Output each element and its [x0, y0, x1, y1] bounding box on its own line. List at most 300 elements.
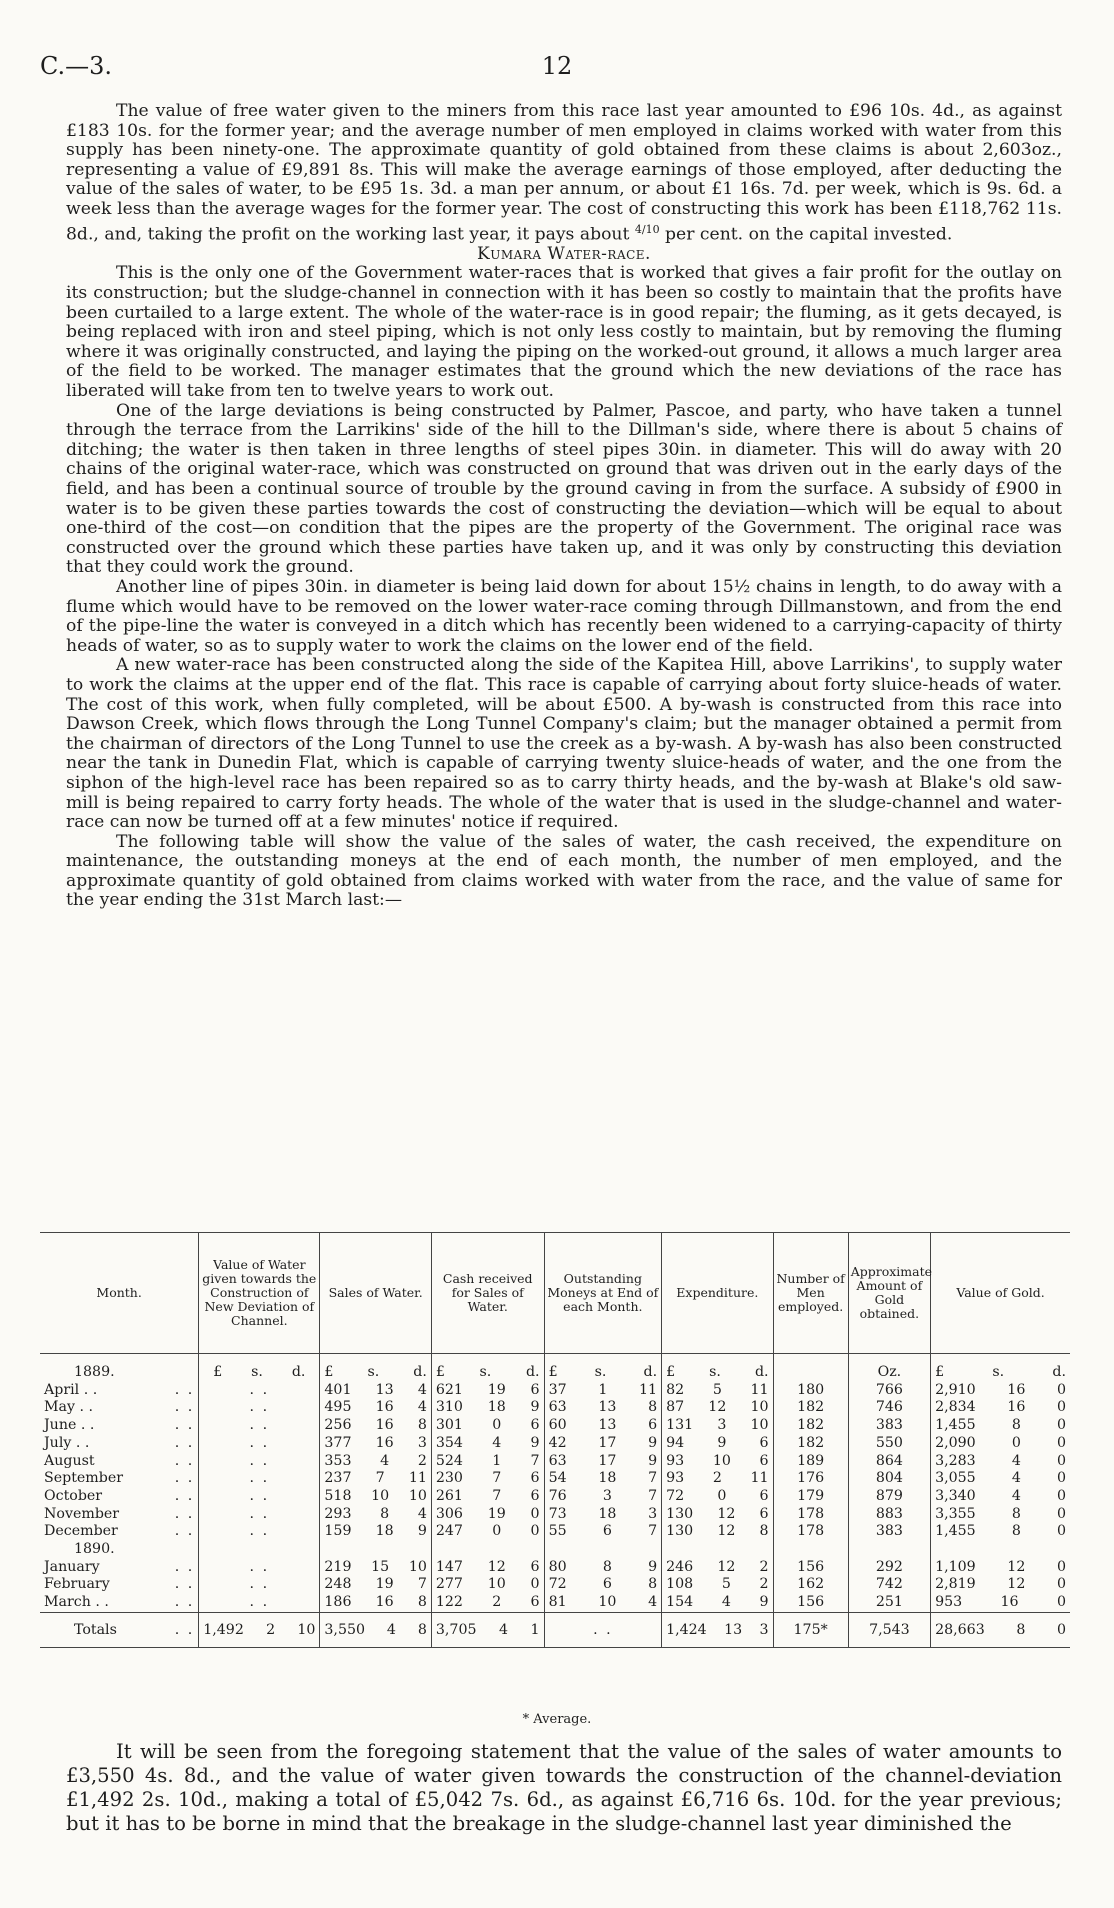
outstanding-pence: 9	[648, 1558, 658, 1575]
gold-oz-cell: 879	[848, 1488, 930, 1506]
gold-value-shillings: 4	[1011, 1487, 1021, 1504]
cash-cell	[431, 1576, 544, 1594]
outstanding-pence: 7	[648, 1470, 658, 1487]
cash-cell	[431, 1435, 544, 1453]
expenditure-cell	[662, 1399, 773, 1417]
gold-value-shillings: 16	[1007, 1399, 1026, 1416]
outstanding-shillings: 1	[598, 1381, 608, 1398]
total-deviation-cell	[199, 1612, 320, 1647]
table-row: September . . . . 237 7 11 230 7 6 54 18 7 93 2 11 176 804 3,055 4 0	[40, 1470, 1070, 1488]
men-cell: 182	[773, 1417, 848, 1435]
gold-oz-cell: 550	[848, 1435, 930, 1453]
gold-value-shillings: 8	[1011, 1417, 1021, 1434]
outstanding-cell	[544, 1382, 662, 1400]
expenditure-cell	[662, 1470, 773, 1488]
gold-value-cell	[931, 1523, 1070, 1541]
outstanding-cell	[544, 1435, 662, 1453]
gold-value-shillings: 4	[1011, 1470, 1021, 1487]
fraction: 4/10	[634, 222, 660, 236]
cash-shillings: 18	[487, 1399, 506, 1416]
table-year-row	[40, 1541, 1070, 1559]
gold-value-pence: 0	[1056, 1523, 1066, 1540]
sales-pounds: 219	[324, 1558, 352, 1575]
total-expenditure-cell	[662, 1612, 773, 1647]
col-sales: Sales of Water.	[320, 1233, 431, 1354]
cash-shillings: 19	[487, 1381, 506, 1398]
sales-pounds: 237	[324, 1470, 352, 1487]
paragraph: The following table will show the value of the sales of water, the cash received, the expenditure on maintenance, the outstanding moneys at the end of each month, the number of men employed, and the approximate quantity of gold obtained from claims worked with water from the race, and the value of same for the year ending the 31st March last:—	[66, 831, 1062, 911]
sales-pence: 4	[417, 1399, 427, 1416]
expenditure-shillings: 12	[708, 1399, 727, 1416]
sales-shillings: 10	[371, 1487, 390, 1504]
gold-value-pence: 0	[1056, 1487, 1066, 1504]
men-cell: 162	[773, 1576, 848, 1594]
expenditure-shillings: 3	[717, 1417, 727, 1434]
total-cash-cell	[431, 1612, 544, 1647]
outstanding-pence: 3	[648, 1505, 658, 1522]
sales-shillings: 4	[380, 1452, 390, 1469]
gold-value-cell	[931, 1399, 1070, 1417]
sales-shillings: 16	[375, 1594, 394, 1611]
outstanding-cell	[544, 1523, 662, 1541]
month-name: March . .	[44, 1594, 109, 1611]
gold-oz-cell: 251	[848, 1594, 930, 1612]
sales-pence: 11	[408, 1470, 427, 1487]
outstanding-shillings: 8	[602, 1558, 612, 1575]
sales-pounds: 248	[324, 1576, 352, 1593]
outstanding-pounds: 54	[548, 1470, 567, 1487]
outstanding-pounds: 42	[548, 1434, 567, 1451]
total-expenditure-pounds: 1,424	[666, 1621, 707, 1638]
sales-shillings: 16	[375, 1399, 394, 1416]
cash-shillings: 19	[487, 1505, 506, 1522]
outstanding-shillings: 17	[598, 1434, 617, 1451]
gold-value-pounds: 2,819	[935, 1576, 976, 1593]
paragraph-free-water: The value of free water given to the miners from this race last year amounted to £96 10s. 4d., as against £183 10s. for the former year; and the average number of men employed in claims worked with water from this supply has been ninety-one. The approximate quantity of gold obtained from these claims is about 2,603oz., representing a value of £9,891 8s. This will make the average earnings of those employed, after deducting the value of the sales of water, to be £95 1s. 3d. a man per annum, or about £1 16s. 7d. per week, which is 9s. 6d. a week less than the average wages for the former year. The cost of constructing this work has been £118,762 11s. 8d., and, taking the profit on the working last year, it pays about $^{4/10}$ per cent. on the capital invested.	[66, 101, 1062, 245]
cash-pounds: 230	[435, 1470, 463, 1487]
year-label: 1889.	[74, 1364, 115, 1380]
outstanding-cell	[544, 1488, 662, 1506]
expenditure-cell	[662, 1435, 773, 1453]
outstanding-pence: 9	[648, 1452, 658, 1469]
table-row: December . . . . 159 18 9 247 0 0 55 6 7 130 12 8 178 383 1,455 8 0	[40, 1523, 1070, 1541]
outstanding-shillings: 3	[602, 1487, 612, 1504]
gold-value-pounds: 1,455	[935, 1417, 976, 1434]
sales-cell	[320, 1453, 431, 1471]
gold-value-pounds: 2,834	[935, 1399, 976, 1416]
total-deviation-shillings: 2	[266, 1621, 276, 1638]
sales-pounds: 401	[324, 1381, 352, 1398]
expenditure-pounds: 130	[666, 1505, 694, 1522]
col-men: Number of Men employed.	[773, 1233, 848, 1354]
sales-cell	[320, 1559, 431, 1577]
sales-cell	[320, 1576, 431, 1594]
cash-cell	[431, 1488, 544, 1506]
gold-value-shillings: 12	[1007, 1576, 1026, 1593]
month-name: November	[44, 1505, 120, 1522]
expenditure-pounds: 82	[666, 1381, 685, 1398]
outstanding-cell	[544, 1559, 662, 1577]
table-row: May . . . . . . 495 16 4 310 18 9 63 13 8 87 12 10 182 746 2,834 16 0	[40, 1399, 1070, 1417]
body-text	[66, 102, 1062, 911]
sales-cell	[320, 1470, 431, 1488]
month-name: December	[44, 1523, 118, 1540]
totals-label: Totals	[74, 1621, 117, 1638]
gold-value-cell	[931, 1470, 1070, 1488]
sales-cell	[320, 1488, 431, 1506]
cash-cell	[431, 1382, 544, 1400]
cash-cell	[431, 1559, 544, 1577]
men-cell: 156	[773, 1559, 848, 1577]
expenditure-shillings: 12	[717, 1505, 736, 1522]
expenditure-pounds: 131	[666, 1417, 694, 1434]
cash-cell	[431, 1470, 544, 1488]
sales-cell	[320, 1417, 431, 1435]
table-row: October . . . . 518 10 10 261 7 6 76 3 7 72 0 6 179 879 3,340 4 0	[40, 1488, 1070, 1506]
expenditure-pence: 2	[759, 1576, 769, 1593]
table-row: June . . . . . . 256 16 8 301 0 6 60 13 6 131 3 10 182 383 1,455 8 0	[40, 1417, 1070, 1435]
cash-pounds: 306	[435, 1505, 463, 1522]
sales-pounds: 256	[324, 1417, 352, 1434]
cash-pounds: 621	[435, 1381, 463, 1398]
men-cell: 180	[773, 1382, 848, 1400]
gold-value-shillings: 8	[1011, 1523, 1021, 1540]
col-outstanding: Outstanding Moneys at End of each Month.	[544, 1233, 662, 1354]
gold-value-pounds: 3,340	[935, 1487, 976, 1504]
outstanding-pence: 9	[648, 1434, 658, 1451]
sales-cell	[320, 1435, 431, 1453]
table-row: July . . . . . . 377 16 3 354 4 9 42 17 9 94 9 6 182 550 2,090 0 0	[40, 1435, 1070, 1453]
col-month: Month.	[96, 1285, 142, 1300]
table-row: January . . . . 219 15 10 147 12 6 80 8 9 246 12 2 156 292 1,109 12 0	[40, 1559, 1070, 1577]
sales-pounds: 518	[324, 1487, 352, 1504]
total-deviation-pence: 10	[297, 1621, 316, 1638]
gold-oz-cell: 742	[848, 1576, 930, 1594]
table-row: August . . . . 353 4 2 524 1 7 63 17 9 93 10 6 189 864 3,283 4 0	[40, 1453, 1070, 1471]
cash-cell	[431, 1399, 544, 1417]
sales-pence: 4	[417, 1505, 427, 1522]
cash-pence: 6	[530, 1470, 540, 1487]
gold-value-shillings: 16	[1000, 1594, 1019, 1611]
expenditure-pence: 6	[759, 1487, 769, 1504]
sales-pence: 9	[417, 1523, 427, 1540]
men-cell: 179	[773, 1488, 848, 1506]
gold-value-cell	[931, 1382, 1070, 1400]
gold-oz-cell: 383	[848, 1523, 930, 1541]
sales-pence: 10	[408, 1487, 427, 1504]
expenditure-pence: 2	[759, 1558, 769, 1575]
sales-shillings: 8	[380, 1505, 390, 1522]
sales-pence: 4	[417, 1381, 427, 1398]
table-header-row	[40, 1233, 1070, 1354]
expenditure-cell	[662, 1576, 773, 1594]
paragraph: One of the large deviations is being constructed by Palmer, Pascoe, and party, who have taken a tunnel through the terrace from the Larrikins' side of the hill to the Dillman's side, where there is about 5 chains of ditching; the water is then taken in three lengths of steel pipes 30in. in diameter. This will do away with 20 chains of the original water-race, which was constructed on ground that was driven out in the early days of the field, and has been a continual source of trouble by the ground caving in from the surface. A subsidy of £900 in water is to be given these parties towards the cost of constructing the deviation—which will be equal to about one-third of the cost—on condition that the pipes are the property of the Government. The original race was constructed over the ground which these parties have taken up, and it was only by constructing this deviation that they could work the ground.	[66, 400, 1062, 578]
month-name: January	[44, 1558, 100, 1575]
expenditure-pence: 11	[750, 1381, 769, 1398]
expenditure-pence: 10	[750, 1417, 769, 1434]
cash-pounds: 524	[435, 1452, 463, 1469]
col-gold-value: Value of Gold.	[931, 1233, 1070, 1354]
outstanding-pounds: 80	[548, 1558, 567, 1575]
outstanding-shillings: 18	[598, 1505, 617, 1522]
expenditure-pounds: 87	[666, 1399, 685, 1416]
gold-value-pence: 0	[1056, 1470, 1066, 1487]
water-sales-table	[40, 1232, 1070, 1648]
expenditure-shillings: 5	[721, 1576, 731, 1593]
month-name: September	[44, 1470, 124, 1487]
sales-shillings: 15	[371, 1558, 390, 1575]
expenditure-pounds: 246	[666, 1558, 694, 1575]
cash-shillings: 0	[492, 1523, 502, 1540]
total-deviation-pounds: 1,492	[203, 1621, 244, 1638]
sales-shillings: 7	[375, 1470, 385, 1487]
col-deviation-value: Value of Water given towards the Construction of New Deviation of Channel.	[199, 1233, 320, 1354]
expenditure-pounds: 154	[666, 1594, 694, 1611]
expenditure-shillings: 2	[712, 1470, 722, 1487]
total-expenditure-shillings: 13	[724, 1621, 743, 1638]
sales-shillings: 16	[375, 1417, 394, 1434]
expenditure-shillings: 0	[717, 1487, 727, 1504]
outstanding-pence: 7	[648, 1523, 658, 1540]
closing-paragraph: It will be seen from the foregoing statement that the value of the sales of water amounts to £3,550 4s. 8d., and the value of water given towards the construction of the channel-deviation £1,492 2s. 10d., making a total of £5,042 7s. 6d., as against £6,716 6s. 10d. for the year previous; but it has to be borne in mind that the breakage in the sludge-channel last year diminished the	[66, 1740, 1062, 1835]
year-label: 1890.	[74, 1541, 115, 1558]
cash-pence: 6	[530, 1558, 540, 1575]
total-expenditure-pence: 3	[759, 1621, 769, 1638]
month-name: May . .	[44, 1399, 94, 1416]
outstanding-pounds: 37	[548, 1381, 567, 1398]
sales-pounds: 159	[324, 1523, 352, 1540]
cash-pence: 6	[530, 1487, 540, 1504]
expenditure-pounds: 130	[666, 1523, 694, 1540]
footnote: * Average.	[522, 1712, 592, 1727]
gold-value-pounds: 3,055	[935, 1470, 976, 1487]
sales-pounds: 495	[324, 1399, 352, 1416]
sales-pence: 8	[417, 1417, 427, 1434]
cash-cell	[431, 1594, 544, 1612]
expenditure-pence: 6	[759, 1434, 769, 1451]
outstanding-shillings: 18	[598, 1470, 617, 1487]
month-name: August	[44, 1452, 95, 1469]
gold-oz-cell: 766	[848, 1382, 930, 1400]
gold-value-pence: 0	[1056, 1452, 1066, 1469]
gold-oz-cell: 746	[848, 1399, 930, 1417]
expenditure-cell	[662, 1453, 773, 1471]
page-number: 12	[541, 52, 573, 80]
outstanding-cell	[544, 1399, 662, 1417]
sales-shillings: 19	[375, 1576, 394, 1593]
cash-pence: 0	[530, 1576, 540, 1593]
col-expenditure: Expenditure.	[662, 1233, 773, 1354]
men-cell: 182	[773, 1399, 848, 1417]
expenditure-cell	[662, 1382, 773, 1400]
cash-pence: 9	[530, 1434, 540, 1451]
paragraph: This is the only one of the Government water-races that is worked that gives a fair profit for the outlay on its construction; but the sludge-channel in connection with it has been so costly to maintain that the profits have been curtailed to a large extent. The whole of the water-race is in good repair; the fluming, as it gets decayed, is being replaced with iron and steel piping, which is not only less costly to maintain, but by removing the fluming where it was originally constructed, and laying the piping on the worked-out ground, it allows a much larger area of the field to be worked. The manager estimates that the ground which the new deviations of the race has liberated will take from ten to twelve years to work out.	[66, 263, 1062, 402]
cash-pence: 6	[530, 1417, 540, 1434]
gold-value-shillings: 0	[1011, 1434, 1021, 1451]
gold-value-pounds: 953	[935, 1594, 963, 1611]
outstanding-pounds: 76	[548, 1487, 567, 1504]
cash-pounds: 261	[435, 1487, 463, 1504]
table-row: April . . . . . . 401 13 4 621 19 6 37 1 11 82 5 11 180 766 2,910 16 0	[40, 1382, 1070, 1400]
expenditure-shillings: 12	[717, 1558, 736, 1575]
total-sales-pounds: 3,550	[324, 1621, 366, 1638]
gold-oz-cell: 864	[848, 1453, 930, 1471]
expenditure-pounds: 94	[666, 1434, 685, 1451]
expenditure-cell	[662, 1506, 773, 1524]
outstanding-pence: 8	[648, 1399, 658, 1416]
expenditure-cell	[662, 1488, 773, 1506]
outstanding-pounds: 63	[548, 1452, 567, 1469]
total-sales-shillings: 4	[386, 1621, 396, 1638]
outstanding-cell	[544, 1453, 662, 1471]
month-name: October	[44, 1487, 103, 1504]
gold-value-pence: 0	[1056, 1558, 1066, 1575]
gold-value-pence: 0	[1056, 1417, 1066, 1434]
outstanding-cell	[544, 1576, 662, 1594]
gold-value-pounds: 1,109	[935, 1558, 976, 1575]
document-reference: C.—3.	[40, 52, 113, 80]
outstanding-shillings: 13	[598, 1399, 617, 1416]
men-cell: 156	[773, 1594, 848, 1612]
cash-pounds: 310	[435, 1399, 463, 1416]
sales-pence: 7	[417, 1576, 427, 1593]
expenditure-shillings: 9	[717, 1434, 727, 1451]
gold-value-shillings: 12	[1007, 1558, 1026, 1575]
expenditure-pence: 11	[750, 1470, 769, 1487]
cash-pence: 9	[530, 1399, 540, 1416]
expenditure-cell	[662, 1523, 773, 1541]
men-cell: 178	[773, 1523, 848, 1541]
paragraph: A new water-race has been constructed along the side of the Kapitea Hill, above Larrikins', to supply water to work the claims at the upper end of the flat. This race is capable of carrying about forty sluice-heads of water. The cost of this work, when fully completed, will be about £500. A by-wash is constructed from this race into Dawson Creek, which flows through the Long Tunnel Company's claim; but the manager obtained a permit from the chairman of directors of the Long Tunnel to use the creek as a by-wash. A by-wash has also been constructed near the tank in Dunedin Flat, which is capable of carrying twenty sluice-heads of water, and the one from the siphon of the high-level race has been repaired so as to carry thirty heads, and the by-wash at Blake's old saw-mill is being repaired to carry forty heads. The whole of the water that is used in the sludge-channel and water-race can now be turned off at a few minutes' notice if required.	[66, 655, 1062, 833]
gold-oz-cell: 383	[848, 1417, 930, 1435]
gold-value-pounds: 3,283	[935, 1452, 976, 1469]
cash-pence: 0	[530, 1505, 540, 1522]
cash-pounds: 301	[435, 1417, 463, 1434]
outstanding-pounds: 72	[548, 1576, 567, 1593]
col-gold-oz: Approximate Amount of Gold obtained.	[848, 1233, 930, 1354]
outstanding-cell	[544, 1417, 662, 1435]
sales-pounds: 353	[324, 1452, 352, 1469]
gold-value-pence: 0	[1056, 1576, 1066, 1593]
outstanding-cell	[544, 1470, 662, 1488]
outstanding-pence: 7	[648, 1487, 658, 1504]
section-heading: Kumara Water-race.	[477, 243, 651, 264]
sales-pounds: 293	[324, 1505, 352, 1522]
outstanding-shillings: 6	[602, 1576, 612, 1593]
outstanding-shillings: 6	[602, 1523, 612, 1540]
gold-value-cell	[931, 1559, 1070, 1577]
cash-pounds: 147	[435, 1558, 463, 1575]
sales-pence: 8	[417, 1594, 427, 1611]
gold-value-cell	[931, 1576, 1070, 1594]
cash-pounds: 122	[435, 1594, 463, 1611]
cash-pence: 0	[530, 1523, 540, 1540]
cash-shillings: 4	[492, 1434, 502, 1451]
cash-shillings: 1	[492, 1452, 502, 1469]
sales-cell	[320, 1382, 431, 1400]
cash-shillings: 10	[487, 1576, 506, 1593]
gold-value-pence: 0	[1056, 1505, 1066, 1522]
expenditure-pence: 8	[759, 1523, 769, 1540]
month-name: February	[44, 1576, 110, 1593]
month-name: July . .	[44, 1434, 90, 1451]
outstanding-cell	[544, 1506, 662, 1524]
outstanding-pounds: 63	[548, 1399, 567, 1416]
page-header	[40, 52, 1060, 84]
sales-shillings: 18	[375, 1523, 394, 1540]
men-cell: 182	[773, 1435, 848, 1453]
expenditure-cell	[662, 1559, 773, 1577]
gold-oz-cell: 292	[848, 1559, 930, 1577]
col-cash: Cash received for Sales of Water.	[431, 1233, 544, 1354]
expenditure-pence: 9	[759, 1594, 769, 1611]
month-name: June . .	[44, 1417, 95, 1434]
expenditure-pounds: 108	[666, 1576, 694, 1593]
cash-shillings: 0	[492, 1417, 502, 1434]
gold-value-cell	[931, 1417, 1070, 1435]
sales-pence: 2	[417, 1452, 427, 1469]
outstanding-pounds: 60	[548, 1417, 567, 1434]
total-cash-shillings: 4	[499, 1621, 509, 1638]
sales-cell	[320, 1399, 431, 1417]
men-cell: 176	[773, 1470, 848, 1488]
expenditure-pence: 6	[759, 1505, 769, 1522]
gold-value-pence: 0	[1056, 1399, 1066, 1416]
expenditure-pounds: 93	[666, 1452, 685, 1469]
total-gold-value-shillings: 8	[1016, 1621, 1026, 1638]
cash-pounds: 354	[435, 1434, 463, 1451]
cash-pence: 6	[530, 1381, 540, 1398]
outstanding-cell	[544, 1594, 662, 1612]
expenditure-pence: 10	[750, 1399, 769, 1416]
sales-pounds: 377	[324, 1434, 352, 1451]
gold-value-pounds: 2,090	[935, 1434, 976, 1451]
outstanding-shillings: 17	[598, 1452, 617, 1469]
gold-value-pence: 0	[1056, 1594, 1066, 1611]
table-row: February . . . . 248 19 7 277 10 0 72 6 8 108 5 2 162 742 2,819 12 0	[40, 1576, 1070, 1594]
expenditure-shillings: 5	[712, 1381, 722, 1398]
men-cell: 189	[773, 1453, 848, 1471]
sales-pounds: 186	[324, 1594, 352, 1611]
outstanding-pence: 6	[648, 1417, 658, 1434]
expenditure-shillings: 10	[712, 1452, 731, 1469]
gold-value-shillings: 8	[1011, 1505, 1021, 1522]
gold-oz-cell: 804	[848, 1470, 930, 1488]
cash-cell	[431, 1453, 544, 1471]
total-gold-value-cell	[931, 1612, 1070, 1647]
sales-cell	[320, 1523, 431, 1541]
gold-value-pounds: 3,355	[935, 1505, 976, 1522]
expenditure-pence: 6	[759, 1452, 769, 1469]
expenditure-pounds: 72	[666, 1487, 685, 1504]
total-sales-cell	[320, 1612, 431, 1647]
outstanding-pence: 4	[648, 1594, 658, 1611]
cash-cell	[431, 1417, 544, 1435]
expenditure-pounds: 93	[666, 1470, 685, 1487]
cash-shillings: 7	[492, 1487, 502, 1504]
cash-cell	[431, 1506, 544, 1524]
table-units-row: 1889. £ s. d. £ s. d. £ s. d. £ s. d. £ s. d. Oz. £ s. d.	[40, 1354, 1070, 1382]
expenditure-shillings: 12	[717, 1523, 736, 1540]
gold-value-shillings: 4	[1011, 1452, 1021, 1469]
table-row: November . . . . 293 8 4 306 19 0 73 18 3 130 12 6 178 883 3,355 8 0	[40, 1506, 1070, 1524]
cash-cell	[431, 1523, 544, 1541]
month-name: April . .	[44, 1381, 98, 1398]
table-row: March . . . . . . 186 16 8 122 2 6 81 10 4 154 4 9 156 251 953 16 0	[40, 1594, 1070, 1612]
gold-value-cell	[931, 1488, 1070, 1506]
gold-value-cell	[931, 1453, 1070, 1471]
outstanding-shillings: 10	[598, 1594, 617, 1611]
